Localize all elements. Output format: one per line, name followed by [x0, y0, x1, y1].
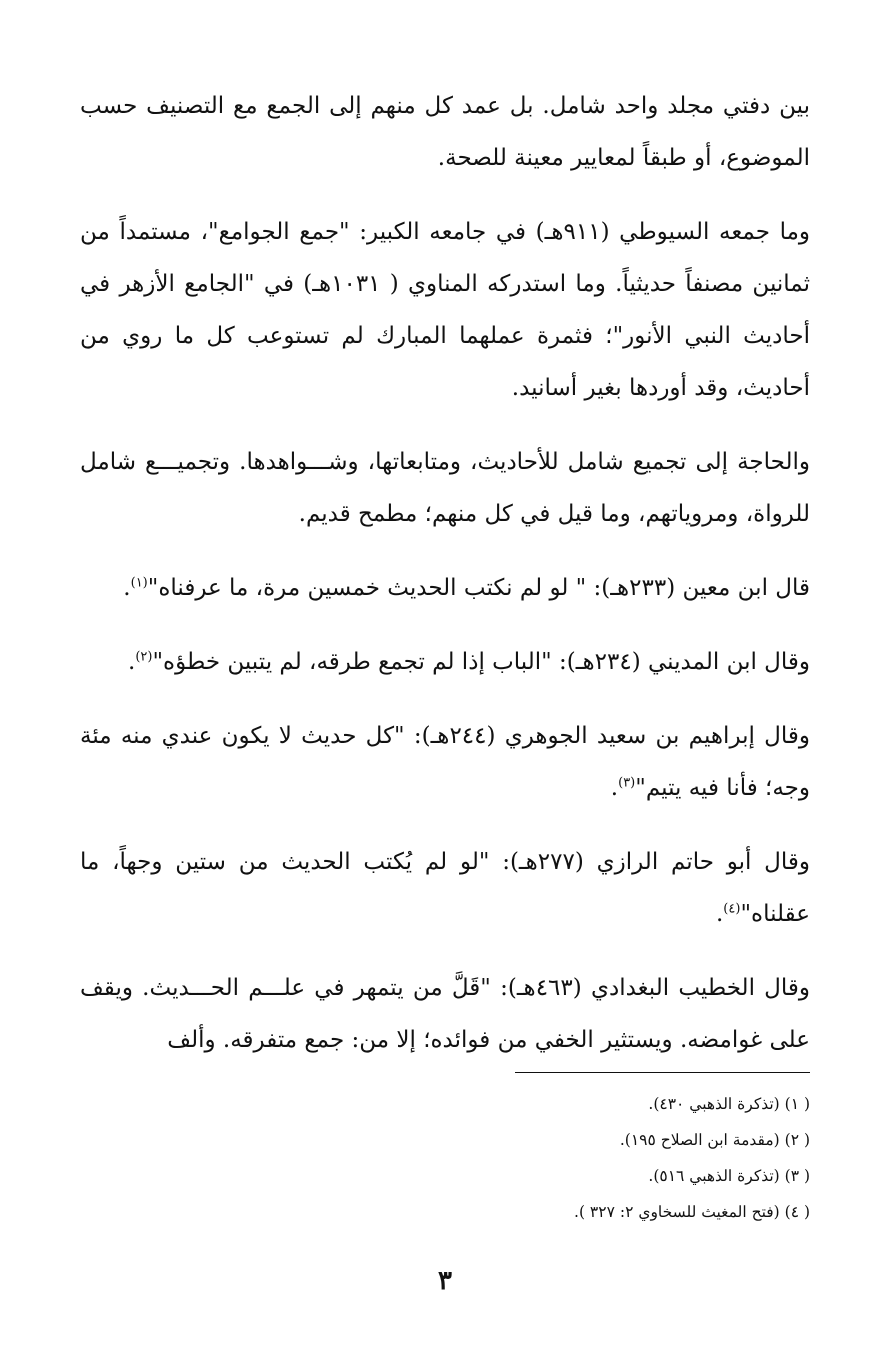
paragraph-tail: . — [610, 775, 619, 801]
footnote-item: ( ٢) (مقدمة ابن الصلاح ١٩٥). — [619, 1131, 810, 1149]
paragraph-text: وما جمعه السيوطي (٩١١هـ) في جامعه الكبير: "جمع الجوامع"، مستمداً من ثمانين مصنفاً حديثياً. وما استدركه المناوي ( ١٠٣١هـ) في "الجامع الأزهر في أحاديث النبي الأنور"؛ فثمرة عملهما المبارك لم تستوعب كل ما روي من أحاديث، وقد أوردها بغير أسانيد. — [80, 219, 810, 401]
footnote-item: ( ٤) (فتح المغيث للسخاوي ٢: ٣٢٧ ). — [574, 1203, 810, 1221]
page-number: ٣ — [438, 1266, 452, 1296]
quote-ibn-al-madini — [80, 636, 810, 688]
paragraph — [80, 436, 810, 540]
footnote-ref[interactable]: (٤) — [723, 901, 741, 917]
paragraph-tail: . — [123, 575, 131, 601]
quote-al-khatib — [80, 962, 810, 1066]
paragraph-text: وقال الخطيب البغدادي (٤٦٣هـ): "قَلَّ من يتمهر في علـــم الحـــديث. ويقف على غوامضه. ويستثير الخفي من فوائده؛ إلا من: جمع متفرقه. وألف — [80, 975, 810, 1053]
quote-abu-hatim — [80, 836, 810, 940]
footnote-divider — [515, 1072, 810, 1073]
paragraph — [80, 206, 810, 414]
footnote-ref[interactable]: (٣) — [618, 775, 636, 791]
footnote-ref[interactable]: (٢) — [135, 649, 153, 665]
footnote-ref[interactable]: (١) — [130, 575, 148, 591]
paragraph-text: وقال أبو حاتم الرازي (٢٧٧هـ): "لو لم يُكتب الحديث من ستين وجهاً، ما عقلناه" — [80, 849, 811, 927]
paragraph-text: وقال إبراهيم بن سعيد الجوهري (٢٤٤هـ): "كل حديث لا يكون عندي منه مئة وجه؛ فأنا فيه يتيم" — [80, 723, 810, 801]
paragraph-tail: . — [715, 901, 724, 927]
quote-al-jawhari — [80, 710, 810, 814]
paragraph-text: والحاجة إلى تجميع شامل للأحاديث، ومتابعاتها، وشـــواهدها. وتجميـــع شامل للرواة، ومروياتهم، وما قيل في كل منهم؛ مطمح قديم. — [80, 449, 810, 527]
quote-ibn-maeen — [80, 562, 810, 614]
footnote-item: ( ٣) (تذكرة الذهبي ٥١٦). — [648, 1167, 810, 1185]
footnotes — [210, 1086, 810, 1230]
paragraph — [80, 80, 810, 184]
paragraph-text: وقال ابن المديني (٢٣٤هـ): "الباب إذا لم تجمع طرقه، لم يتبين خطؤه" — [152, 649, 810, 675]
paragraph-text: قال ابن معين (٢٣٣هـ): " لو لم نكتب الحديث خمسين مرة، ما عرفناه" — [147, 575, 810, 601]
paragraph-tail: . — [128, 649, 136, 675]
paragraph-text: بين دفتي مجلد واحد شامل. بل عمد كل منهم إلى الجمع مع التصنيف حسب الموضوع، أو طبقاً لمعايير معينة للصحة. — [80, 93, 810, 171]
body-text — [80, 80, 810, 1088]
footnote-item: ( ١) (تذكرة الذهبي ٤٣٠). — [648, 1095, 810, 1113]
